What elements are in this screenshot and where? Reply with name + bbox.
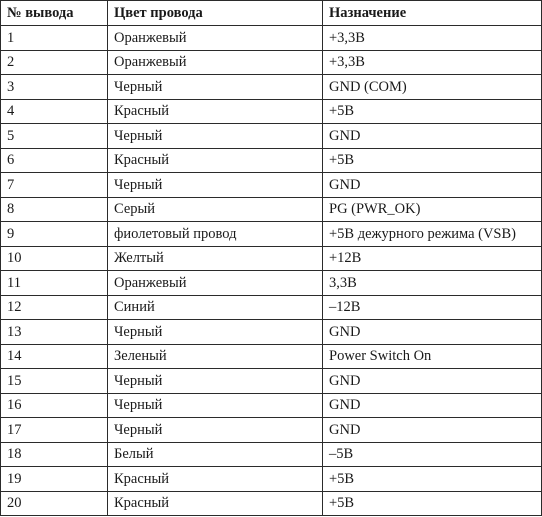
wire-color-cell: фиолетовый провод [108, 222, 323, 247]
table-row [1, 75, 542, 100]
table-row [1, 124, 542, 149]
header-row [1, 1, 542, 26]
pin-number-cell: 5 [1, 124, 108, 149]
table-row [1, 271, 542, 296]
table-row [1, 173, 542, 198]
pin-number-cell: 12 [1, 295, 108, 320]
wire-color-cell: Черный [108, 173, 323, 198]
pin-number-cell: 7 [1, 173, 108, 198]
table-row [1, 197, 542, 222]
purpose-cell: +5В [323, 467, 542, 492]
pin-number-cell: 3 [1, 75, 108, 100]
purpose-cell: GND (COM) [323, 75, 542, 100]
purpose-cell: +3,3В [323, 26, 542, 51]
table-row [1, 50, 542, 75]
pin-number-cell: 1 [1, 26, 108, 51]
purpose-cell: 3,3В [323, 271, 542, 296]
wire-color-cell: Черный [108, 124, 323, 149]
purpose-cell: +5В [323, 491, 542, 516]
pin-number-cell: 17 [1, 418, 108, 443]
header-pin-number: № вывода [1, 1, 108, 26]
wire-color-cell: Черный [108, 320, 323, 345]
pin-number-cell: 16 [1, 393, 108, 418]
purpose-cell: –12В [323, 295, 542, 320]
purpose-cell: Power Switch On [323, 344, 542, 369]
table-row [1, 148, 542, 173]
purpose-cell: +3,3В [323, 50, 542, 75]
table-row [1, 222, 542, 247]
purpose-cell: –5В [323, 442, 542, 467]
table-row [1, 442, 542, 467]
purpose-cell: GND [323, 418, 542, 443]
header-wire-color: Цвет провода [108, 1, 323, 26]
wire-color-cell: Черный [108, 75, 323, 100]
wire-color-cell: Синий [108, 295, 323, 320]
wire-color-cell: Оранжевый [108, 271, 323, 296]
wire-color-cell: Черный [108, 418, 323, 443]
purpose-cell: GND [323, 124, 542, 149]
table-row [1, 99, 542, 124]
purpose-cell: GND [323, 320, 542, 345]
purpose-cell: GND [323, 173, 542, 198]
table-row [1, 418, 542, 443]
purpose-cell: +12В [323, 246, 542, 271]
pin-number-cell: 2 [1, 50, 108, 75]
pin-number-cell: 18 [1, 442, 108, 467]
table-row [1, 295, 542, 320]
wire-color-cell: Красный [108, 467, 323, 492]
table-row [1, 246, 542, 271]
wire-color-cell: Оранжевый [108, 26, 323, 51]
wire-color-cell: Оранжевый [108, 50, 323, 75]
pin-number-cell: 9 [1, 222, 108, 247]
pin-number-cell: 20 [1, 491, 108, 516]
wire-color-cell: Черный [108, 393, 323, 418]
purpose-cell: +5В дежурного режима (VSB) [323, 222, 542, 247]
pin-number-cell: 4 [1, 99, 108, 124]
pin-number-cell: 15 [1, 369, 108, 394]
purpose-cell: GND [323, 393, 542, 418]
pin-number-cell: 19 [1, 467, 108, 492]
pin-number-cell: 14 [1, 344, 108, 369]
wire-color-cell: Красный [108, 491, 323, 516]
table-row [1, 320, 542, 345]
wire-color-cell: Зеленый [108, 344, 323, 369]
table-row [1, 491, 542, 516]
wire-color-cell: Желтый [108, 246, 323, 271]
table-row [1, 369, 542, 394]
pin-number-cell: 11 [1, 271, 108, 296]
wire-color-cell: Красный [108, 148, 323, 173]
purpose-cell: GND [323, 369, 542, 394]
wire-color-cell: Черный [108, 369, 323, 394]
table-row [1, 467, 542, 492]
wire-color-cell: Белый [108, 442, 323, 467]
purpose-cell: +5В [323, 99, 542, 124]
wire-color-cell: Красный [108, 99, 323, 124]
header-purpose: Назначение [323, 1, 542, 26]
pin-number-cell: 10 [1, 246, 108, 271]
pin-number-cell: 13 [1, 320, 108, 345]
table-row [1, 26, 542, 51]
wire-color-cell: Серый [108, 197, 323, 222]
purpose-cell: PG (PWR_OK) [323, 197, 542, 222]
pin-number-cell: 8 [1, 197, 108, 222]
purpose-cell: +5В [323, 148, 542, 173]
pin-number-cell: 6 [1, 148, 108, 173]
table-row [1, 393, 542, 418]
table-row [1, 344, 542, 369]
